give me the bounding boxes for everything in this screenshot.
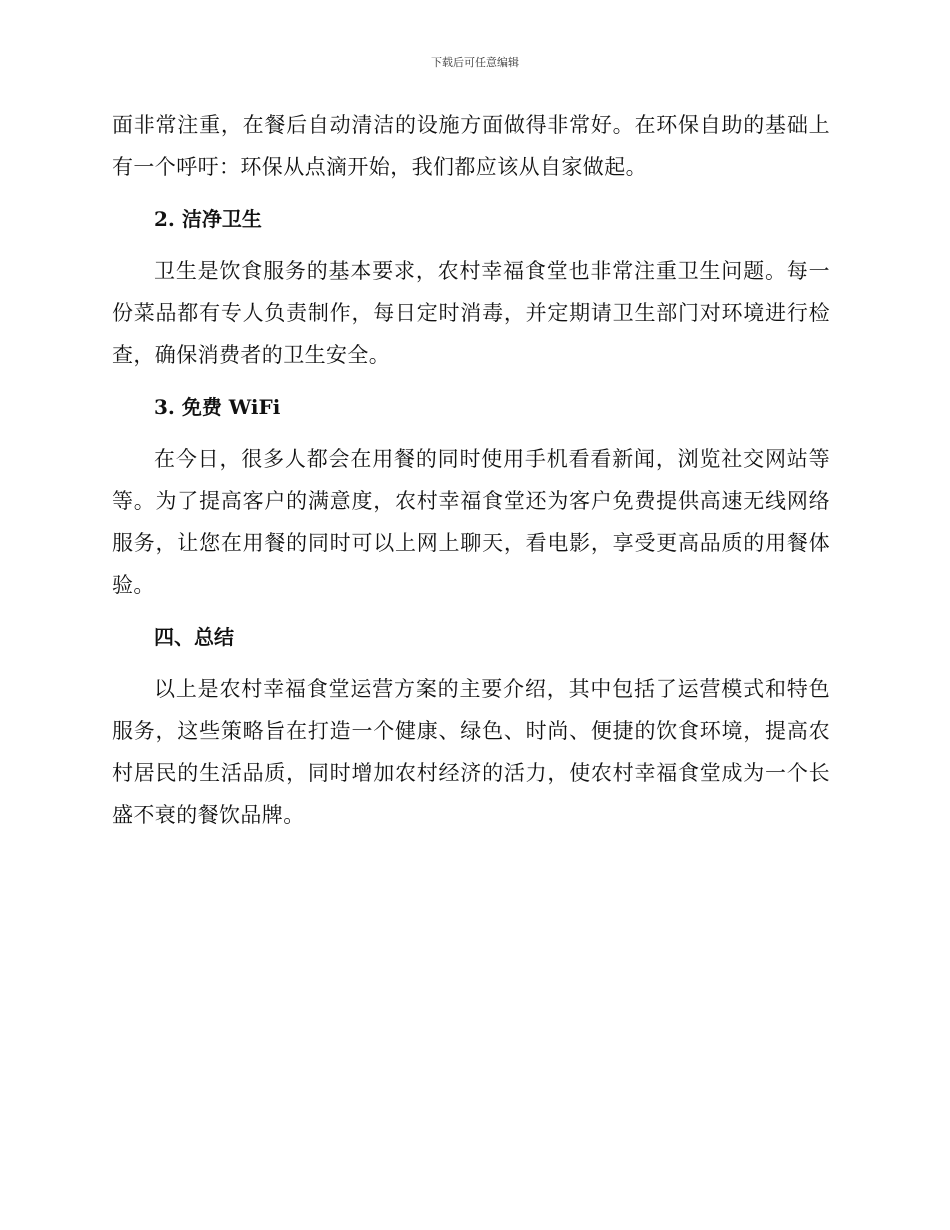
paragraph-summary: 以上是农村幸福食堂运营方案的主要介绍，其中包括了运营模式和特色服务，这些策略旨在打造一个健康、绿色、时尚、便捷的饮食环境，提高农村居民的生活品质，同时增加农村经济的活力，使农村幸福食堂成为一个长盛不衰的餐饮品牌。 <box>112 677 830 827</box>
paragraph-eco-continuation: 面非常注重，在餐后自动清洁的设施方面做得非常好。在环保自助的基础上有一个呼吁：环保从点滴开始，我们都应该从自家做起。 <box>112 113 830 179</box>
page-header: 下载后可任意编辑 <box>431 56 519 69</box>
heading-free-wifi: 3. 免费 WiFi <box>154 395 281 419</box>
heading-summary: 四、总结 <box>154 625 234 649</box>
document-body <box>112 104 830 836</box>
paragraph-free-wifi: 在今日，很多人都会在用餐的同时使用手机看看新闻，浏览社交网站等等。为了提高客户的满意度，农村幸福食堂还为客户免费提供高速无线网络服务，让您在用餐的同时可以上网上聊天，看电影，享受更高品质的用餐体验。 <box>112 447 830 597</box>
paragraph-hygiene: 卫生是饮食服务的基本要求，农村幸福食堂也非常注重卫生问题。每一份菜品都有专人负责制作，每日定时消毒，并定期请卫生部门对环境进行检查，确保消费者的卫生安全。 <box>112 259 830 367</box>
heading-hygiene: 2. 洁净卫生 <box>154 207 262 231</box>
